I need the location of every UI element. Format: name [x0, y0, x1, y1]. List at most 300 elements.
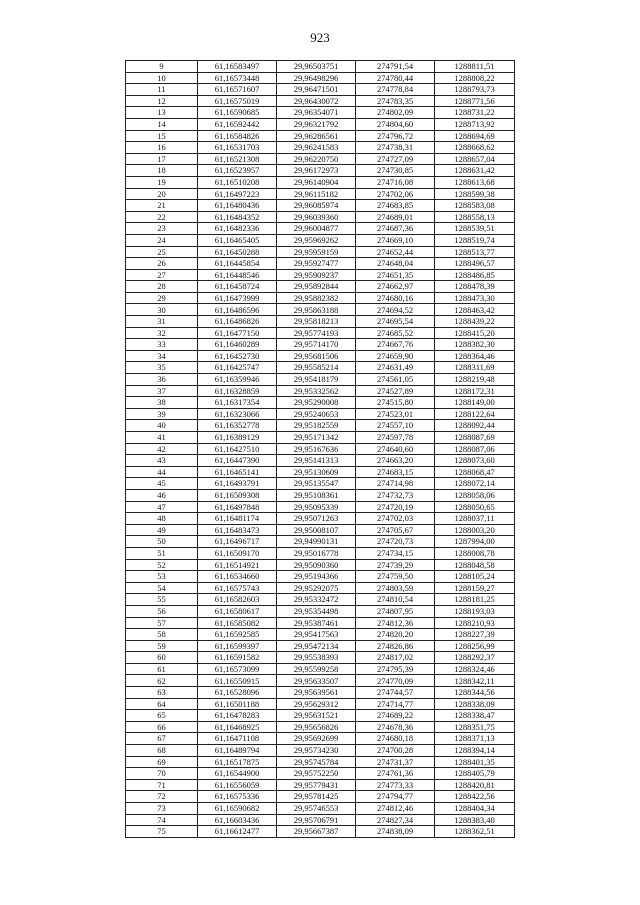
x-coordinate-cell: 274783,35 [356, 95, 435, 107]
longitude-cell: 29,95745784 [277, 756, 356, 768]
x-coordinate-cell: 274744,57 [356, 687, 435, 699]
x-coordinate-cell: 274659,90 [356, 350, 435, 362]
x-coordinate-cell: 274826,86 [356, 640, 435, 652]
x-coordinate-cell: 274663,20 [356, 455, 435, 467]
latitude-cell: 61,16480436 [198, 200, 277, 212]
point-number-cell: 21 [126, 200, 198, 212]
table-row [126, 304, 515, 316]
y-coordinate-cell: 1288342,11 [435, 675, 515, 687]
y-coordinate-cell: 1288037,11 [435, 513, 515, 525]
point-number-cell: 39 [126, 408, 198, 420]
x-coordinate-cell: 274557,10 [356, 420, 435, 432]
latitude-cell: 61,16556059 [198, 779, 277, 791]
y-coordinate-cell: 1288073,60 [435, 455, 515, 467]
latitude-cell: 61,16359946 [198, 374, 277, 386]
latitude-cell: 61,16590685 [198, 107, 277, 119]
point-number-cell: 52 [126, 559, 198, 571]
latitude-cell: 61,16603436 [198, 814, 277, 826]
coordinates-table-body [126, 61, 515, 838]
point-number-cell: 12 [126, 95, 198, 107]
x-coordinate-cell: 274730,85 [356, 165, 435, 177]
latitude-cell: 61,16497223 [198, 188, 277, 200]
longitude-cell: 29,96354071 [277, 107, 356, 119]
x-coordinate-cell: 274648,04 [356, 258, 435, 270]
latitude-cell: 61,16509308 [198, 489, 277, 501]
x-coordinate-cell: 274791,54 [356, 61, 435, 73]
table-row [126, 61, 515, 73]
table-row [126, 408, 515, 420]
y-coordinate-cell: 1288256,99 [435, 640, 515, 652]
longitude-cell: 29,95882382 [277, 292, 356, 304]
y-coordinate-cell: 1288105,24 [435, 571, 515, 583]
table-row [126, 443, 515, 455]
longitude-cell: 29,96115182 [277, 188, 356, 200]
table-row [126, 559, 515, 571]
table-row [126, 617, 515, 629]
latitude-cell: 61,16425747 [198, 362, 277, 374]
longitude-cell: 29,96085974 [277, 200, 356, 212]
table-row [126, 258, 515, 270]
point-number-cell: 61 [126, 663, 198, 675]
table-row [126, 72, 515, 84]
longitude-cell: 29,96321792 [277, 118, 356, 130]
y-coordinate-cell: 1288496,57 [435, 258, 515, 270]
y-coordinate-cell: 1288172,31 [435, 385, 515, 397]
point-number-cell: 68 [126, 745, 198, 757]
y-coordinate-cell: 1288394,14 [435, 745, 515, 757]
x-coordinate-cell: 274810,54 [356, 594, 435, 606]
latitude-cell: 61,16486596 [198, 304, 277, 316]
longitude-cell: 29,95135547 [277, 478, 356, 490]
y-coordinate-cell: 1288371,13 [435, 733, 515, 745]
x-coordinate-cell: 274739,29 [356, 559, 435, 571]
longitude-cell: 29,96241583 [277, 142, 356, 154]
x-coordinate-cell: 274727,09 [356, 153, 435, 165]
longitude-cell: 29,95909237 [277, 269, 356, 281]
table-row [126, 118, 515, 130]
y-coordinate-cell: 1288227,39 [435, 629, 515, 641]
latitude-cell: 61,16452730 [198, 350, 277, 362]
point-number-cell: 25 [126, 246, 198, 258]
y-coordinate-cell: 1288539,51 [435, 223, 515, 235]
y-coordinate-cell: 1288383,40 [435, 814, 515, 826]
y-coordinate-cell: 1288583,08 [435, 200, 515, 212]
longitude-cell: 29,95631521 [277, 710, 356, 722]
y-coordinate-cell: 1288087,06 [435, 443, 515, 455]
point-number-cell: 51 [126, 547, 198, 559]
x-coordinate-cell: 274523,01 [356, 408, 435, 420]
latitude-cell: 61,16483473 [198, 524, 277, 536]
longitude-cell: 29,95290008 [277, 397, 356, 409]
x-coordinate-cell: 274527,89 [356, 385, 435, 397]
y-coordinate-cell: 1288122,64 [435, 408, 515, 420]
latitude-cell: 61,16550915 [198, 675, 277, 687]
latitude-cell: 61,16575336 [198, 791, 277, 803]
point-number-cell: 63 [126, 687, 198, 699]
latitude-cell: 61,16427510 [198, 443, 277, 455]
point-number-cell: 71 [126, 779, 198, 791]
latitude-cell: 61,16450288 [198, 246, 277, 258]
table-row [126, 327, 515, 339]
longitude-cell: 29,95167636 [277, 443, 356, 455]
longitude-cell: 29,95472134 [277, 640, 356, 652]
x-coordinate-cell: 274695,54 [356, 316, 435, 328]
y-coordinate-cell: 1288338,09 [435, 698, 515, 710]
longitude-cell: 29,95130609 [277, 466, 356, 478]
y-coordinate-cell: 1288087,69 [435, 432, 515, 444]
table-row [126, 524, 515, 536]
point-number-cell: 19 [126, 176, 198, 188]
table-row [126, 397, 515, 409]
x-coordinate-cell: 274773,33 [356, 779, 435, 791]
point-number-cell: 38 [126, 397, 198, 409]
latitude-cell: 61,16582603 [198, 594, 277, 606]
point-number-cell: 10 [126, 72, 198, 84]
table-row [126, 803, 515, 815]
table-row [126, 594, 515, 606]
point-number-cell: 47 [126, 501, 198, 513]
latitude-cell: 61,16510208 [198, 176, 277, 188]
point-number-cell: 49 [126, 524, 198, 536]
x-coordinate-cell: 274738,31 [356, 142, 435, 154]
table-row [126, 489, 515, 501]
longitude-cell: 29,95714170 [277, 339, 356, 351]
latitude-cell: 61,16465141 [198, 466, 277, 478]
longitude-cell: 29,95240653 [277, 408, 356, 420]
y-coordinate-cell: 1288519,74 [435, 234, 515, 246]
latitude-cell: 61,16473999 [198, 292, 277, 304]
latitude-cell: 61,16583497 [198, 61, 277, 73]
x-coordinate-cell: 274705,67 [356, 524, 435, 536]
table-row [126, 571, 515, 583]
table-row [126, 107, 515, 119]
y-coordinate-cell: 1288210,93 [435, 617, 515, 629]
y-coordinate-cell: 1288362,51 [435, 826, 515, 838]
table-row [126, 84, 515, 96]
point-number-cell: 32 [126, 327, 198, 339]
latitude-cell: 61,16599397 [198, 640, 277, 652]
y-coordinate-cell: 1288422,56 [435, 791, 515, 803]
point-number-cell: 9 [126, 61, 198, 73]
x-coordinate-cell: 274731,37 [356, 756, 435, 768]
point-number-cell: 65 [126, 710, 198, 722]
x-coordinate-cell: 274678,36 [356, 721, 435, 733]
latitude-cell: 61,16571607 [198, 84, 277, 96]
y-coordinate-cell: 1288463,42 [435, 304, 515, 316]
point-number-cell: 70 [126, 768, 198, 780]
y-coordinate-cell: 1288344,56 [435, 687, 515, 699]
table-row [126, 420, 515, 432]
longitude-cell: 29,95016778 [277, 547, 356, 559]
x-coordinate-cell: 274778,84 [356, 84, 435, 96]
latitude-cell: 61,16468925 [198, 721, 277, 733]
page-number: 923 [310, 30, 330, 45]
y-coordinate-cell: 1288008,78 [435, 547, 515, 559]
x-coordinate-cell: 274838,09 [356, 826, 435, 838]
point-number-cell: 36 [126, 374, 198, 386]
latitude-cell: 61,16580617 [198, 605, 277, 617]
table-row [126, 582, 515, 594]
latitude-cell: 61,16591582 [198, 652, 277, 664]
table-row [126, 536, 515, 548]
table-row [126, 246, 515, 258]
point-number-cell: 53 [126, 571, 198, 583]
x-coordinate-cell: 274802,09 [356, 107, 435, 119]
x-coordinate-cell: 274714,77 [356, 698, 435, 710]
y-coordinate-cell: 1288420,81 [435, 779, 515, 791]
x-coordinate-cell: 274759,50 [356, 571, 435, 583]
y-coordinate-cell: 1288092,44 [435, 420, 515, 432]
table-row [126, 281, 515, 293]
y-coordinate-cell: 1288668,62 [435, 142, 515, 154]
y-coordinate-cell: 1288324,46 [435, 663, 515, 675]
x-coordinate-cell: 274685,52 [356, 327, 435, 339]
x-coordinate-cell: 274702,03 [356, 513, 435, 525]
longitude-cell: 29,95387461 [277, 617, 356, 629]
latitude-cell: 61,16481174 [198, 513, 277, 525]
x-coordinate-cell: 274720,73 [356, 536, 435, 548]
table-row [126, 269, 515, 281]
x-coordinate-cell: 274597,78 [356, 432, 435, 444]
x-coordinate-cell: 274667,76 [356, 339, 435, 351]
table-row [126, 698, 515, 710]
table-row [126, 629, 515, 641]
table-row [126, 466, 515, 478]
y-coordinate-cell: 1288486,85 [435, 269, 515, 281]
x-coordinate-cell: 274683,85 [356, 200, 435, 212]
longitude-cell: 29,95008107 [277, 524, 356, 536]
table-row [126, 142, 515, 154]
y-coordinate-cell: 1288401,35 [435, 756, 515, 768]
table-row [126, 826, 515, 838]
point-number-cell: 17 [126, 153, 198, 165]
y-coordinate-cell: 1288364,46 [435, 350, 515, 362]
table-row [126, 234, 515, 246]
table-row [126, 176, 515, 188]
latitude-cell: 61,16584826 [198, 130, 277, 142]
latitude-cell: 61,16590682 [198, 803, 277, 815]
longitude-cell: 29,95781425 [277, 791, 356, 803]
point-number-cell: 41 [126, 432, 198, 444]
point-number-cell: 20 [126, 188, 198, 200]
longitude-cell: 29,96503751 [277, 61, 356, 73]
table-row [126, 188, 515, 200]
x-coordinate-cell: 274651,35 [356, 269, 435, 281]
x-coordinate-cell: 274812,46 [356, 803, 435, 815]
table-row [126, 501, 515, 513]
longitude-cell: 29,95681506 [277, 350, 356, 362]
longitude-cell: 29,95629312 [277, 698, 356, 710]
point-number-cell: 40 [126, 420, 198, 432]
x-coordinate-cell: 274770,09 [356, 675, 435, 687]
latitude-cell: 61,16573448 [198, 72, 277, 84]
longitude-cell: 29,96039360 [277, 211, 356, 223]
point-number-cell: 42 [126, 443, 198, 455]
y-coordinate-cell: 1288181,25 [435, 594, 515, 606]
x-coordinate-cell: 274561,05 [356, 374, 435, 386]
longitude-cell: 29,95417563 [277, 629, 356, 641]
x-coordinate-cell: 274827,34 [356, 814, 435, 826]
longitude-cell: 29,96286561 [277, 130, 356, 142]
latitude-cell: 61,16458724 [198, 281, 277, 293]
point-number-cell: 48 [126, 513, 198, 525]
y-coordinate-cell: 1288048,58 [435, 559, 515, 571]
point-number-cell: 67 [126, 733, 198, 745]
y-coordinate-cell: 1288694,69 [435, 130, 515, 142]
table-row [126, 640, 515, 652]
latitude-cell: 61,16509170 [198, 547, 277, 559]
table-row [126, 652, 515, 664]
latitude-cell: 61,16523957 [198, 165, 277, 177]
longitude-cell: 29,95292075 [277, 582, 356, 594]
point-number-cell: 56 [126, 605, 198, 617]
table-row [126, 95, 515, 107]
y-coordinate-cell: 1288657,04 [435, 153, 515, 165]
point-number-cell: 33 [126, 339, 198, 351]
latitude-cell: 61,16534660 [198, 571, 277, 583]
longitude-cell: 29,95354498 [277, 605, 356, 617]
latitude-cell: 61,16531703 [198, 142, 277, 154]
latitude-cell: 61,16592585 [198, 629, 277, 641]
table-row [126, 791, 515, 803]
x-coordinate-cell: 274795,39 [356, 663, 435, 675]
x-coordinate-cell: 274780,44 [356, 72, 435, 84]
x-coordinate-cell: 274640,60 [356, 443, 435, 455]
x-coordinate-cell: 274820,20 [356, 629, 435, 641]
y-coordinate-cell: 1288219,48 [435, 374, 515, 386]
latitude-cell: 61,16471108 [198, 733, 277, 745]
longitude-cell: 29,95752250 [277, 768, 356, 780]
x-coordinate-cell: 274700,28 [356, 745, 435, 757]
point-number-cell: 74 [126, 814, 198, 826]
table-row [126, 153, 515, 165]
longitude-cell: 29,95692699 [277, 733, 356, 745]
x-coordinate-cell: 274804,60 [356, 118, 435, 130]
point-number-cell: 15 [126, 130, 198, 142]
point-number-cell: 29 [126, 292, 198, 304]
longitude-cell: 29,95863188 [277, 304, 356, 316]
point-number-cell: 14 [126, 118, 198, 130]
latitude-cell: 61,16575743 [198, 582, 277, 594]
y-coordinate-cell: 1288808,22 [435, 72, 515, 84]
longitude-cell: 29,95969262 [277, 234, 356, 246]
latitude-cell: 61,16528096 [198, 687, 277, 699]
longitude-cell: 29,95071263 [277, 513, 356, 525]
latitude-cell: 61,16544900 [198, 768, 277, 780]
longitude-cell: 29,95141313 [277, 455, 356, 467]
point-number-cell: 24 [126, 234, 198, 246]
point-number-cell: 37 [126, 385, 198, 397]
point-number-cell: 28 [126, 281, 198, 293]
latitude-cell: 61,16323066 [198, 408, 277, 420]
coordinates-table [125, 60, 515, 838]
longitude-cell: 29,95332472 [277, 594, 356, 606]
latitude-cell: 61,16482336 [198, 223, 277, 235]
longitude-cell: 29,95599258 [277, 663, 356, 675]
longitude-cell: 29,95892844 [277, 281, 356, 293]
x-coordinate-cell: 274669,10 [356, 234, 435, 246]
point-number-cell: 58 [126, 629, 198, 641]
y-coordinate-cell: 1288771,56 [435, 95, 515, 107]
table-row [126, 385, 515, 397]
y-coordinate-cell: 1288311,69 [435, 362, 515, 374]
longitude-cell: 29,95538393 [277, 652, 356, 664]
y-coordinate-cell: 1288713,92 [435, 118, 515, 130]
table-row [126, 130, 515, 142]
table-row [126, 513, 515, 525]
latitude-cell: 61,16489794 [198, 745, 277, 757]
x-coordinate-cell: 274680,18 [356, 733, 435, 745]
point-number-cell: 13 [126, 107, 198, 119]
table-row [126, 374, 515, 386]
longitude-cell: 29,96140904 [277, 176, 356, 188]
table-row [126, 663, 515, 675]
table-row [126, 779, 515, 791]
longitude-cell: 29,94990131 [277, 536, 356, 548]
longitude-cell: 29,95171342 [277, 432, 356, 444]
longitude-cell: 29,95639561 [277, 687, 356, 699]
point-number-cell: 31 [126, 316, 198, 328]
point-number-cell: 64 [126, 698, 198, 710]
longitude-cell: 29,95194366 [277, 571, 356, 583]
latitude-cell: 61,16477150 [198, 327, 277, 339]
longitude-cell: 29,95667387 [277, 826, 356, 838]
longitude-cell: 29,95779431 [277, 779, 356, 791]
longitude-cell: 29,95746553 [277, 803, 356, 815]
x-coordinate-cell: 274689,22 [356, 710, 435, 722]
latitude-cell: 61,16575019 [198, 95, 277, 107]
longitude-cell: 29,95734230 [277, 745, 356, 757]
x-coordinate-cell: 274662,97 [356, 281, 435, 293]
latitude-cell: 61,16592442 [198, 118, 277, 130]
point-number-cell: 35 [126, 362, 198, 374]
y-coordinate-cell: 1288159,27 [435, 582, 515, 594]
longitude-cell: 29,95633507 [277, 675, 356, 687]
point-number-cell: 54 [126, 582, 198, 594]
longitude-cell: 29,95959159 [277, 246, 356, 258]
point-number-cell: 75 [126, 826, 198, 838]
latitude-cell: 61,16328859 [198, 385, 277, 397]
latitude-cell: 61,16447390 [198, 455, 277, 467]
y-coordinate-cell: 1288811,51 [435, 61, 515, 73]
point-number-cell: 59 [126, 640, 198, 652]
y-coordinate-cell: 1287994,00 [435, 536, 515, 548]
point-number-cell: 66 [126, 721, 198, 733]
y-coordinate-cell: 1288351,75 [435, 721, 515, 733]
point-number-cell: 62 [126, 675, 198, 687]
table-row [126, 292, 515, 304]
longitude-cell: 29,95095339 [277, 501, 356, 513]
table-row [126, 687, 515, 699]
table-row [126, 211, 515, 223]
latitude-cell: 61,16514921 [198, 559, 277, 571]
y-coordinate-cell: 1288149,00 [435, 397, 515, 409]
longitude-cell: 29,96471501 [277, 84, 356, 96]
y-coordinate-cell: 1288631,42 [435, 165, 515, 177]
latitude-cell: 61,16517875 [198, 756, 277, 768]
table-row [126, 710, 515, 722]
x-coordinate-cell: 274807,95 [356, 605, 435, 617]
table-row [126, 605, 515, 617]
x-coordinate-cell: 274631,49 [356, 362, 435, 374]
table-row [126, 675, 515, 687]
x-coordinate-cell: 274683,15 [356, 466, 435, 478]
table-row [126, 721, 515, 733]
latitude-cell: 61,16460289 [198, 339, 277, 351]
latitude-cell: 61,16612477 [198, 826, 277, 838]
latitude-cell: 61,16389129 [198, 432, 277, 444]
longitude-cell: 29,95585214 [277, 362, 356, 374]
